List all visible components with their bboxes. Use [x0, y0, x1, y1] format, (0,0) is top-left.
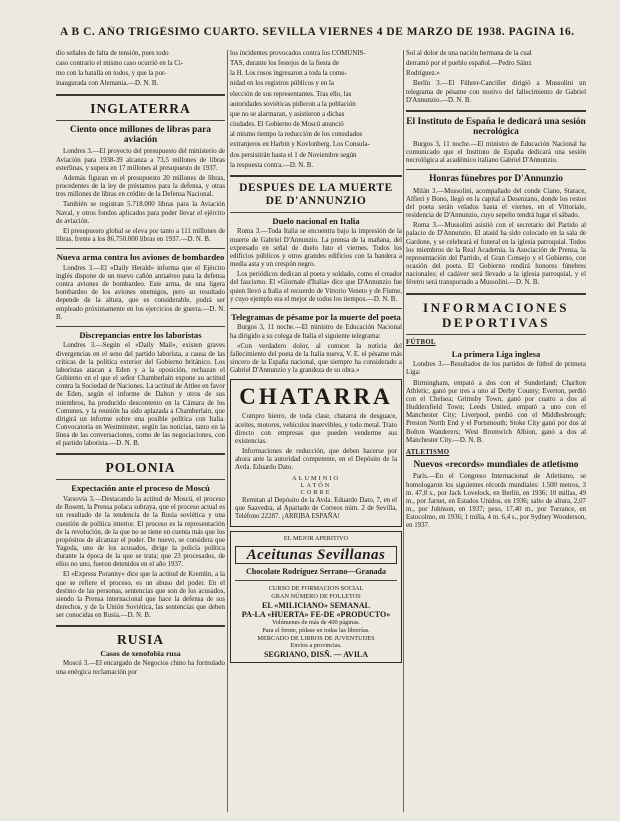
ad-line: Chocolate Rodríguez Serrano—Granada: [246, 566, 386, 576]
divider: [56, 479, 225, 480]
divider: [406, 169, 586, 170]
col2-top-line: la respuesta contra.—D. N. B.: [230, 161, 314, 169]
ad-body-line: SEGRIANO, DISÑ. — AVILA: [263, 649, 369, 659]
article-paragraph: Roma 3.—Toda Italia se encuentra bajo la impresión de la muerte de Gabriel D'Annunzio. La prensa de la mañana, del expresado en señal de duelo luto el viernes. Todos los edificios públicos y otros grandes edificios con la bandera a media asta y un crespón negro.: [230, 228, 402, 269]
metal-cobre: COBRE: [300, 489, 332, 497]
headline-discrepancias: Discrepancias entre los laboristas: [79, 329, 202, 340]
article-paragraph: Moscú 3.—El encargado de Negocios chino ha formulado una enérgica reclamación por: [56, 660, 225, 676]
column-1: [56, 50, 225, 816]
col2-top-line: que no se alarmaran, y asistieron a dichas: [230, 110, 345, 118]
col1-top-line: inaugurada con Alemania.—D. N. B.: [56, 80, 159, 88]
aceitunas-ad: [230, 531, 402, 663]
headline-nueva-arma: Nueva arma contra los aviones de bombardeo: [56, 252, 225, 263]
article-paragraph: El presupuesto global se eleva por tanto a 111 millones de libras, frente a los 86.750.000 libras en 1937.—D. N. B.: [56, 227, 225, 243]
col2-top-line: los incidentes provocados contra los COMUNIS-: [230, 50, 366, 57]
metal-laton: LATÓN: [300, 481, 332, 489]
divider: [406, 334, 586, 335]
column-3: [406, 50, 586, 816]
divider: [56, 326, 225, 327]
col1-top-line: dio señales de falta de tensión, pues todo: [56, 50, 169, 57]
article-paragraph: Londres 3.—El «Daily Herald» informa que el Ejército inglés dispone de un nuevo cañón antiaéreo para la defensa contra aviones de bombardeo. Este arma, de una ligera bombardeo de los aviones enemigos, pero su resultado depende de la altura, que es considerable, podrá ser empleado próximamente en los ejercicios de guerra.—D. N. B.: [56, 264, 225, 321]
ad-body-line: CURSO DE FORMACION SOCIAL: [268, 585, 364, 593]
headline-honras: Honras fúnebres por D'Annunzio: [429, 174, 563, 185]
section-rusia: RUSIA: [116, 632, 164, 648]
masthead: A B C. AÑO TRIGÉSIMO CUARTO. SEVILLA VIERNES 4 DE MARZO DE 1938. PAGINA 16.: [60, 26, 575, 38]
divider: [406, 110, 586, 112]
ad-body-line: Para el frente, pídase en todas las librerías.: [262, 626, 370, 634]
ad-body-line: EL «MILICIANO» SEMANAL: [261, 600, 370, 610]
aceitunas-title: Aceitunas Sevillanas: [235, 546, 397, 564]
section-inglaterra: INGLATERRA: [90, 100, 191, 116]
headline-telegramas: Telegramas de pésame por la muerte del poeta: [231, 311, 401, 322]
headline-instituto: El Instituto de España le dedicará una sesión necrológica: [406, 116, 586, 138]
ad-body-line: MERCADO DE LIBROS DE JUVENTUDES: [257, 634, 375, 642]
article-paragraph: «Con verdadero dolor, al conocer la noticia del fallecimiento del poeta de la Italia nueva, V. E. el pésame más sincero de la España nacional, que siempre ha considerado a Gabriel D'Annunzio y la grandeza de su obra.»: [230, 342, 402, 375]
ad-footer: Remitan al Depósito de la Avda. Eduardo Dato, 7, en el que Saavedra, al Apartado de Correos núm. 2 de Sevilla, Teléfono 22287. ¡ARRIBA ESPAÑA!: [235, 496, 397, 521]
section-informaciones: INFORMACIONES DEPORTIVAS: [423, 299, 569, 330]
col2-top-line: elección de sus representantes. Tras ello, las: [230, 90, 352, 98]
headline-records: Nuevos «records» mundiales de atletismo: [413, 459, 579, 470]
col2-top-line: la H. Los rusos ingresaron a toda la comu-: [230, 70, 347, 78]
headline-liga: La primera Liga inglesa: [451, 348, 541, 359]
col3-top-line: Rodríguez.»: [406, 70, 440, 78]
column-2: [230, 50, 402, 816]
headline-xenofobia: Casos de xenofobia rusa: [100, 649, 181, 659]
col2-top-block: [230, 50, 402, 170]
subhead-duelo: Duelo nacional en Italia: [272, 215, 360, 226]
divider: [230, 308, 402, 309]
divider: [56, 120, 225, 121]
article-paragraph: También se registran 5.718.000 libras para la Aviación Naval, y otros fondos aplicados para poder llevar el ejército de aviación.: [56, 201, 225, 225]
ad-paragraph: Compro hierro, de toda clase, chatarra de desguace, aceites, motores, vehículos inservibles, y todo metal. Trato directo con empresas que pueden venderme sus existencias.: [235, 413, 397, 445]
metal-aluminio: ALUMINIO: [292, 474, 340, 482]
col1-top-line: mo con la batalla en todos, y que la por-: [56, 70, 167, 78]
label-futbol: FÚTBOL: [406, 338, 436, 346]
headline-dannunzio: DESPUES DE LA MUERTE DE D'ANNUNZIO: [239, 181, 393, 207]
col2-top-line: al mismo tiempo la reducción de los consulados: [230, 131, 363, 139]
col2-top-line: ciudades. El Gobierno de Moscú anunció: [230, 121, 344, 129]
col2-top-line: nidad en los registros públicos y en la: [230, 80, 334, 88]
ad-kicker: EL MEJOR APERITIVO: [283, 535, 349, 543]
article-paragraph: Burgos 3, 11 noche.—El ministro de Educación Nacional ha comunicado que el Instituto de España dedicará una sesión necrológica al académico italiano Gabriel D'Annunzio.: [406, 140, 586, 165]
article-paragraph: Varsovia 3.—Destacando la actitud de Moscú, el proceso de Rosent, la Prensa polaca subraya, que el proceso actual es un resultado de la tendencia de la Rusia soviética y una cuestión de política interior. El proceso es la representación de la revolución, de la que no se tiene en cuenta más que los propósitos de alcanzar el poder. De nuevo, se considera que Yagoda, uno de los acusados, dirige la policía política durante la época de la que se trata; que 23 procesados, de ellos no uno, fueron detenidos en el año 1937.: [56, 496, 225, 569]
divider: [230, 175, 402, 177]
article-paragraph: Londres 3.—Resultados de los partidos de fútbol de primera Liga:: [406, 361, 586, 377]
ad-body-line: PA-LA «HUERTA» FE-DE «PRODUCTO»: [241, 609, 391, 619]
article-paragraph: El «Express Poranny» dice que la actitud de Kremlin, a la que se refiere el proceso, es un abuso del poder. En el destino de las personas, sentencias que son de los acusados, siendo la Prensa internacional que hace la defensa de sus derechos, y de la Unión Soviética, las sentencias que deben ser conocidas en Rusia.—D. N. B.: [56, 571, 225, 620]
article-paragraph: Los periódicos dedican al poeta y soldado, como el creador del fascismo. El «Giornale d'Italia» dice que D'Annunzio fue quien llevó a Italia el recuerdo de Vittorio Veneto y de Fiume, y cuyo ejemplo era el mejor de todos los tiempos.—D. N. B.: [230, 271, 402, 303]
col3-top-line: Berlín 3.—El Führer-Canciller dirigió a Mussolini un telegrama de pésame con motivo del fallecimiento de Gabriel D'Annunzio.—D. N. B.: [406, 80, 586, 104]
ad-body-line: Envíos a provincias.: [290, 642, 342, 650]
article-paragraph: Además figuran en el presupuesto 20 millones de libras, procedentes de la ley de préstamos para la defensa, y otras tres millones de libras en crédito de la Defensa Nacional.: [56, 174, 225, 199]
ad-paragraph: Informaciones de reducción, que deben hacerse por ahora ante la autoridad competente, en el Depósito de la Avda. Eduardo Dato.: [235, 448, 397, 472]
article-paragraph: Roma 3.—Mussolini asistió con el secretario del Partido al palacio de D'Annunzio. El ataúd ha sido colocado en la sala de Gardone, y se celebrará el funeral en la iglesia parroquial. Todos los miembros de la Real Academia, la Asociación de Prensa, la representación del Partido, el Gran Consejo y el Gobierno, con ocasión del poeta. El Gobierno rendirá honores fúnebres nacionales; el cadáver será llevado a la iglesia parroquial, y el féretro será transportado a Mussolini.—D. N. B.: [406, 222, 586, 287]
col2-top-line: TAS, durante los festejos de la fiesta de: [230, 60, 339, 68]
divider: [235, 580, 397, 581]
article-paragraph: Burgos 3, 11 noche.—El ministro de Educación Nacional ha dirigido a su colega de Italia el siguiente telegrama:: [230, 324, 402, 340]
col2-top-line: extranjeros en Harbin y Kovlonberg. Los Consula-: [230, 141, 370, 149]
article-paragraph: Birmingham, empató a dos con el Sunderland; Charlton Athletic, ganó por tres a uno al Derby County; Everton, perdió con el Chelsea; Grimsby Town, ganó por cuatro a dos al Huddersfield Town; Leeds United, empató a uno con el Manchester City; Liverpool, perdió con el Middlesbrough; Preston North End y el Portsmouth; Stoke City ganó por dos al Bolton Wanderers; West Bromwich Albion, ganó a dos al Manchester City.—D. N. B.: [406, 379, 586, 444]
column-rule-2: [403, 50, 404, 812]
divider: [230, 212, 402, 213]
divider: [56, 453, 225, 455]
chatarra-title: CHATARRA: [239, 384, 393, 410]
article-paragraph: París.—En el Congreso Internacional de Atletismo, se homologaron los siguientes récords mundiales: 1.500 metros, 3 m. 47,8 s., por Jack Lovelock, en Berlín, en 1936; 10 millas, 49 m., por Jarnet, en Estados Unidos, en 1936; salto de altura, 2,07 m., por Johnson, en 1937; peso, 17,40 m., por Torrance, en Estocolmo, en 1936; 1 milla, 4 m. 6,4 s., por Sydney Wooderson, en 1937.: [406, 473, 586, 530]
col3-top-line: derramó por el pueblo español.—Pedro Sáinz: [406, 60, 532, 68]
divider: [56, 94, 225, 96]
col3-top-line: Sol al dolor de una nación hermana de la cual: [406, 50, 532, 57]
chatarra-ad: [230, 379, 402, 527]
col1-top-line: caso contrario el mismo caso ocurrió en la Ci-: [56, 60, 184, 68]
article-paragraph: Londres 3.—Según el «Daily Mail», existen graves divergencias en el seno del partido laborista, a causa de las críticas de la política exterior del Gobierno británico. Los laboristas atacan a Eden y a la oposición, rechazan el Gobierno en el que el señor Chamberlain expone su actitud contra la Sociedad de Naciones. La actitud de Attlee en favor de Eden, según el informe de Dalton y otros de sus miembros, ha producido descontento en la Cámara de los Comunes, y la reunión ha sido aplazada a Chamberlain, que dirigirá un informe sobre una posible política con Italia. Convocatoria en Westminster, según las noticias, tanto en la línea de las conversaciones, como de las negociaciones, con el partido laborista.—D. N. B.: [56, 342, 225, 448]
column-rule-1: [227, 50, 228, 812]
col2-top-line: autoridades soviéticas pidieron a la población: [230, 100, 356, 108]
headline-moscu: Expectación ante el proceso de Moscú: [71, 483, 210, 494]
ad-body-line: Volúmenes de más de 400 páginas.: [271, 619, 361, 627]
headline-aviacion: Ciento once millones de libras para aviación: [70, 124, 211, 146]
divider: [56, 625, 225, 627]
label-atletismo: ATLETISMO: [406, 448, 450, 456]
article-paragraph: Milán 3.—Mussolini, acompañado del conde Ciano, Starace, Alfieri y Bono, llegó en la capital a Desenzano, donde los restos del poeta serán velados hasta el viernes, en el Vittoriale, residencia de D'Annunzio, cuyo sepelio tendrá lugar el sábado.: [406, 187, 586, 220]
article-paragraph: Londres 3.—El proyecto del presupuesto del ministerio de Aviación para 1938-39 alcanza a 73,5 millones de libras esterlinas, y supera en 17 millones al presupuesto de 1937.: [56, 148, 225, 172]
col2-top-line: dos persistirán hasta el 1 de Noviembre según: [230, 151, 357, 159]
divider: [406, 293, 586, 295]
divider: [56, 248, 225, 249]
ad-body-line: GRAN NÚMERO DE FOLLETOS: [271, 592, 361, 600]
section-polonia: POLONIA: [105, 460, 176, 476]
